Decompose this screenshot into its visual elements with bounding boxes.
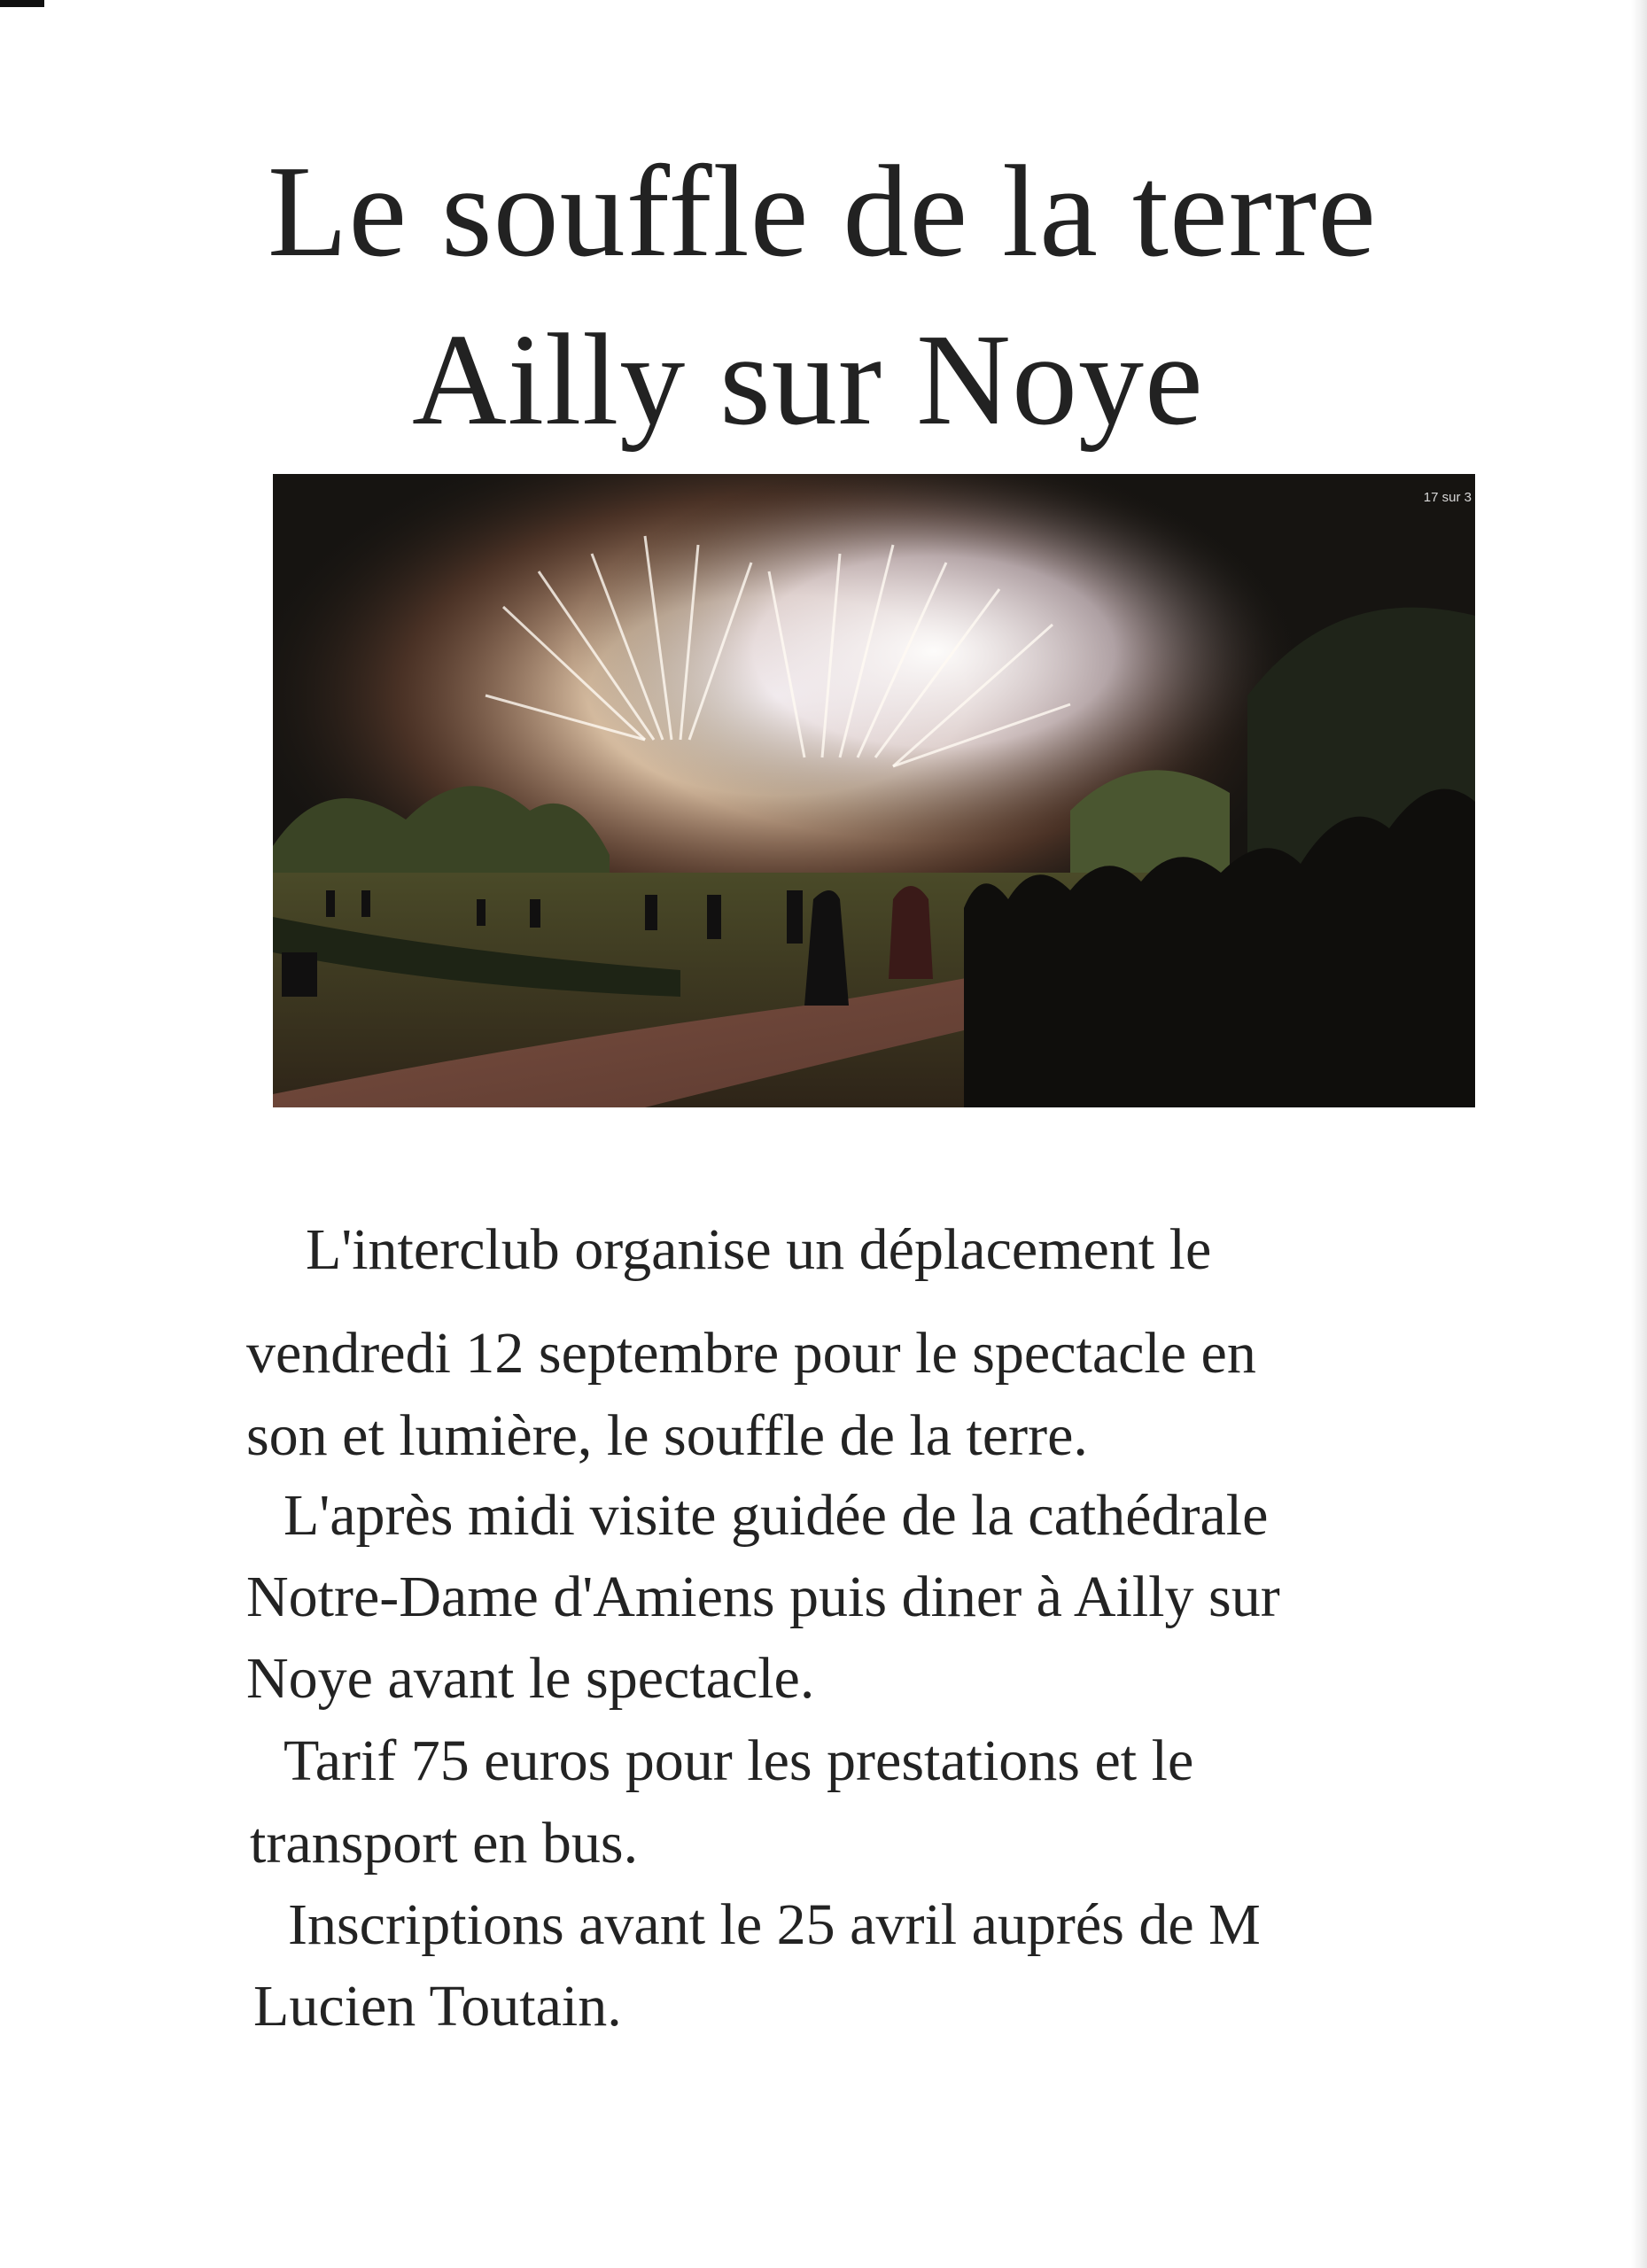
body-line: Tarif 75 euros pour les prestations et le <box>284 1728 1194 1793</box>
body-line: Notre-Dame d'Amiens puis diner à Ailly sur <box>246 1565 1280 1629</box>
body-line: L'interclub organise un déplacement le <box>306 1217 1212 1282</box>
scan-corner-mark <box>0 0 44 7</box>
body-line: transport en bus. <box>250 1811 639 1876</box>
page-edge-shadow <box>1631 0 1647 2268</box>
fireworks-photo <box>273 474 1475 1107</box>
body-line: Lucien Toutain. <box>253 1974 622 2039</box>
body-line: L'après midi visite guidée de la cathédrale <box>284 1483 1269 1548</box>
body-line: Inscriptions avant le 25 avril auprés de M <box>288 1892 1261 1957</box>
body-line: son et lumière, le souffle de la terre. <box>246 1403 1088 1468</box>
page-title: Le souffle de la terre <box>268 139 1377 284</box>
page-subtitle-location: Ailly sur Noye <box>412 307 1204 453</box>
photo-page-counter: 17 sur 3 <box>1423 490 1472 505</box>
body-line: Noye avant le spectacle. <box>246 1646 815 1711</box>
body-line: vendredi 12 septembre pour le spectacle en <box>246 1321 1256 1386</box>
